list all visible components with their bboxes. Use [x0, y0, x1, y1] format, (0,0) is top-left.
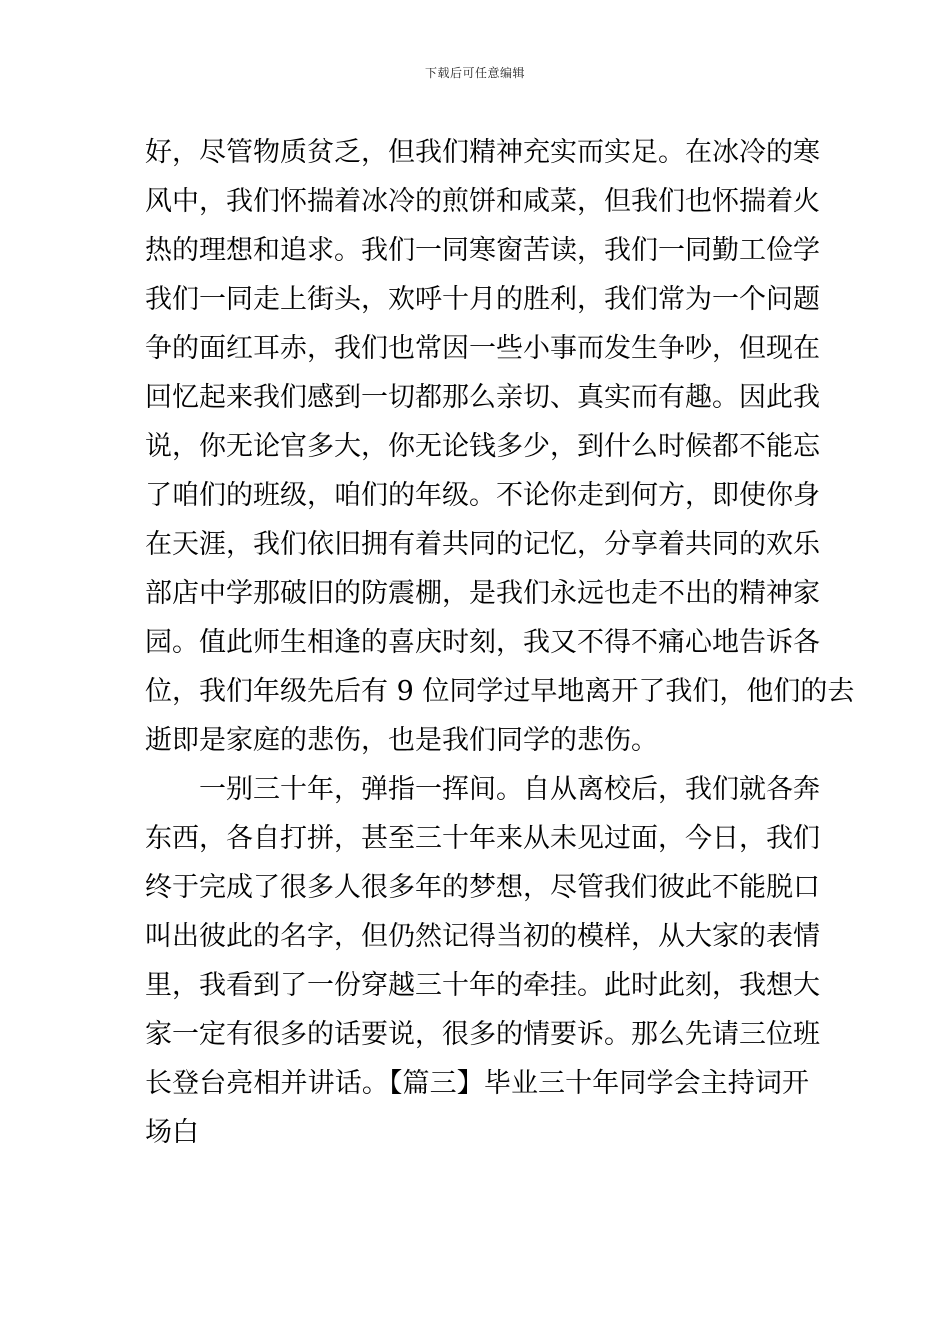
text-line: 回忆起来我们感到一切都那么亲切、真实而有趣。因此我: [145, 382, 820, 413]
text-line: 叫出彼此的名字，但仍然记得当初的模样，从大家的表情: [145, 921, 820, 952]
text-line: 场白: [145, 1117, 199, 1148]
body-text: [145, 128, 855, 1157]
text-line: 终于完成了很多人很多年的梦想，尽管我们彼此不能脱口: [145, 872, 820, 903]
text-line: 逝即是家庭的悲伤，也是我们同学的悲伤。: [145, 725, 658, 756]
text-line: 里，我看到了一份穿越三十年的牵挂。此时此刻，我想大: [145, 970, 820, 1001]
text-line: 东西，各自打拼，甚至三十年来从未见过面，今日，我们: [145, 823, 820, 854]
text-line: 我们一同走上街头，欢呼十月的胜利，我们常为一个问题: [145, 284, 820, 315]
text-line: 风中，我们怀揣着冰冷的煎饼和咸菜，但我们也怀揣着火: [145, 186, 820, 217]
text-line: 热的理想和追求。我们一同寒窗苦读，我们一同勤工俭学: [145, 235, 820, 266]
text-line: 位，我们年级先后有 9 位同学过早地离开了我们，他们的去: [145, 676, 855, 707]
paragraph-start-line: 一别三十年，弹指一挥间。自从离校后，我们就各奔: [199, 774, 820, 805]
text-line: 在天涯，我们依旧拥有着共同的记忆，分享着共同的欢乐: [145, 529, 820, 560]
page-header: 下载后可任意编辑: [424, 66, 525, 80]
text-line: 长登台亮相并讲话。【篇三】毕业三十年同学会主持词开: [145, 1068, 809, 1099]
text-line: 家一定有很多的话要说，很多的情要诉。那么先请三位班: [145, 1019, 820, 1050]
text-line: 部店中学那破旧的防震棚，是我们永远也走不出的精神家: [145, 578, 820, 609]
text-line: 了咱们的班级，咱们的年级。不论你走到何方，即使你身: [145, 480, 820, 511]
text-line: 好，尽管物质贫乏，但我们精神充实而实足。在冰冷的寒: [145, 137, 820, 168]
text-line: 争的面红耳赤，我们也常因一些小事而发生争吵，但现在: [145, 333, 820, 364]
text-line: 园。值此师生相逢的喜庆时刻，我又不得不痛心地告诉各: [145, 627, 820, 658]
text-line: 说，你无论官多大，你无论钱多少，到什么时候都不能忘: [145, 431, 820, 462]
